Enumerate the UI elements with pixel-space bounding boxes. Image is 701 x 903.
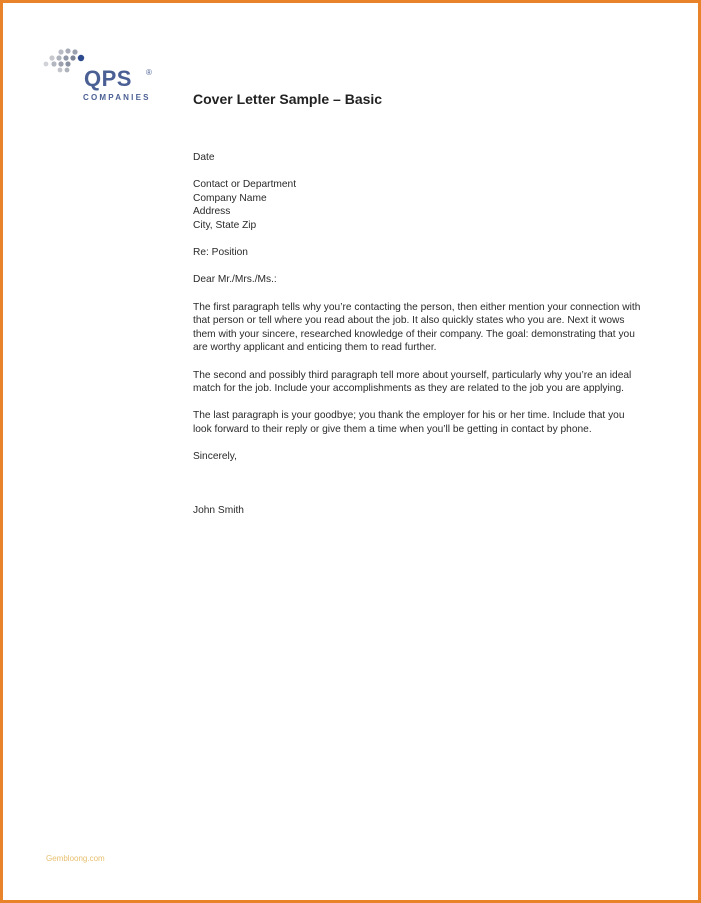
watermark: Gembloong.com [46, 854, 105, 863]
company-logo [43, 47, 173, 107]
salutation: Dear Mr./Mrs./Ms.: [193, 274, 277, 286]
paragraph: The last paragraph is your goodbye; you thank the employer for his or her time. Include that you look forward to their reply or give them a time when you’ll be getting in contact by phone. [193, 410, 625, 435]
address-line: Contact or Department [193, 179, 297, 191]
date-line: Date [193, 152, 215, 163]
recipient-address [193, 178, 643, 232]
registered-mark: ® [146, 68, 152, 77]
document-title: Cover Letter Sample – Basic [193, 91, 383, 107]
paragraph: The second and possibly third paragraph tell more about yourself, particularly why you’re an ideal match for the job. Include your accomplishments as they are related to the job you are applying. [193, 369, 632, 395]
address-line: Company Name [193, 192, 267, 204]
re-line: Re: Position [193, 247, 248, 259]
address-line: City, State Zip [193, 219, 257, 231]
logo-wordmark: QPS [84, 66, 132, 91]
letter-body [193, 151, 643, 517]
address-line: Address [193, 206, 231, 218]
paragraph: The first paragraph tells why you’re contacting the person, then either mention your connection with that person or tell where you read about the job. It also quickly states who you are. Next it wows them with your sincere, researched knowledge of their company. The goal: demonstrating that you are worthy applicant and enticing them to read further. [193, 301, 641, 354]
closing: Sincerely, [193, 451, 237, 463]
signature-name: John Smith [193, 504, 244, 516]
logo-subtitle: COMPANIES [83, 93, 151, 102]
